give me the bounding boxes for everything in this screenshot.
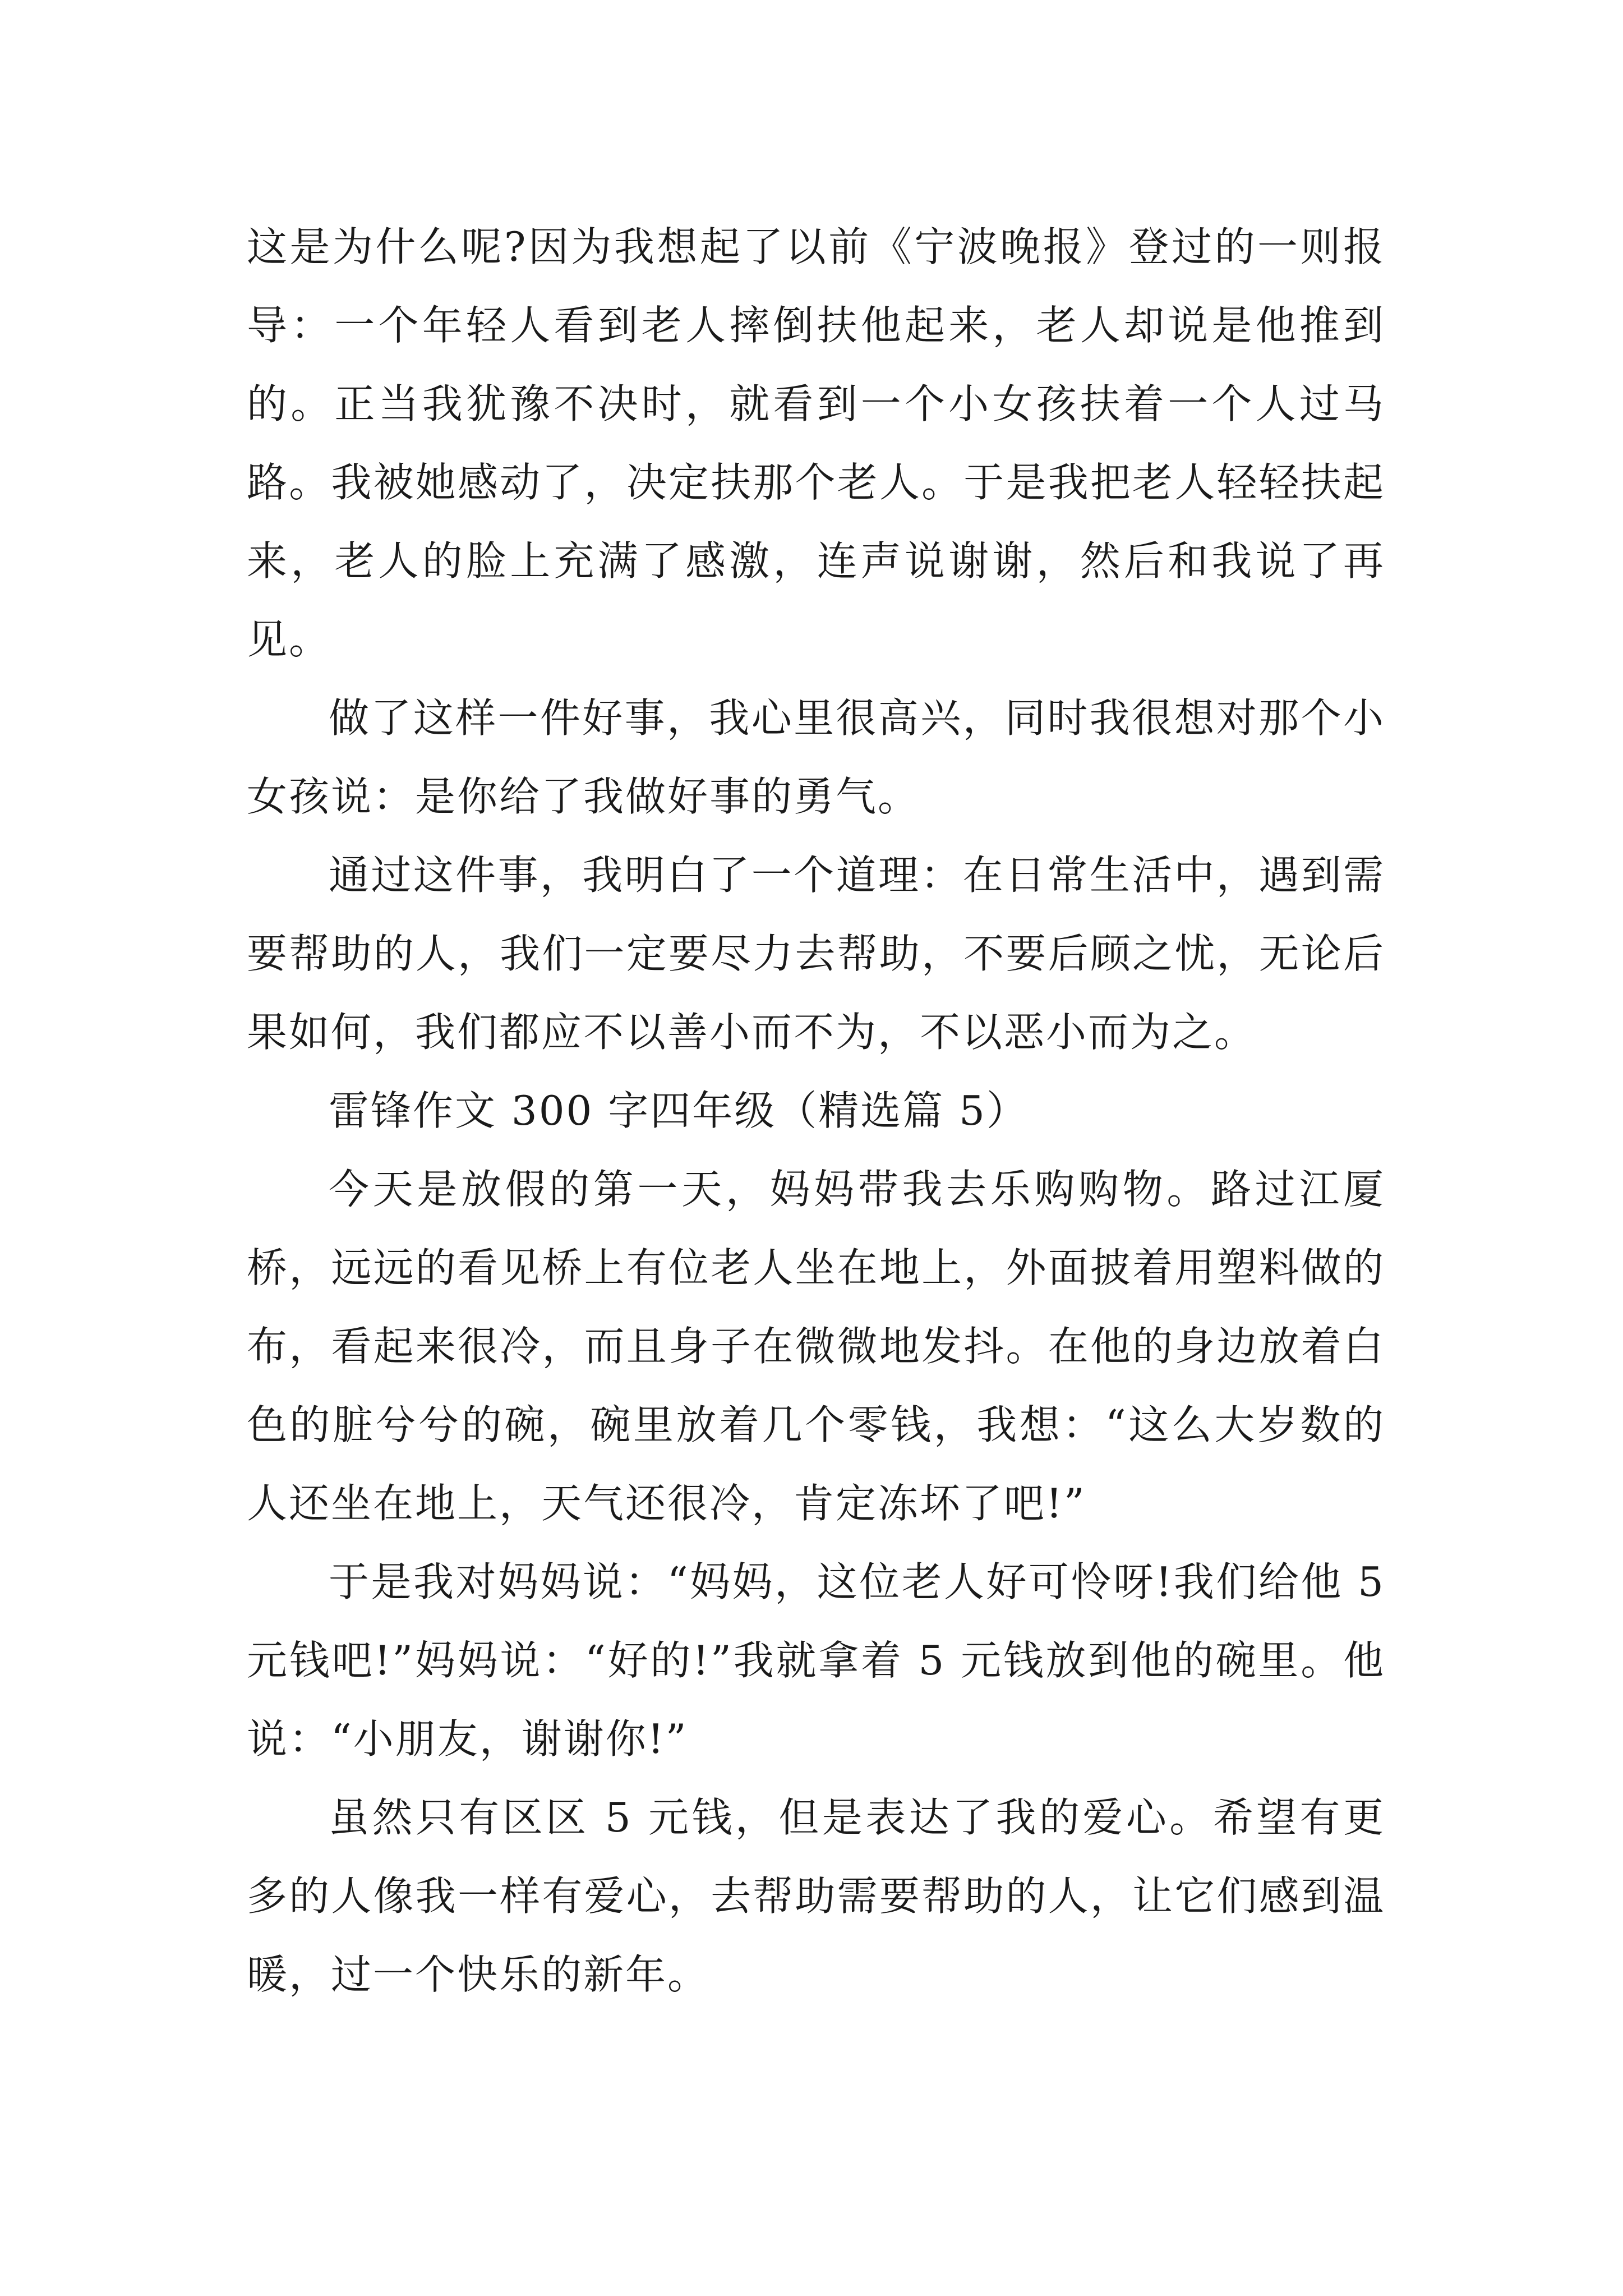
paragraph-1: 这是为什么呢?因为我想起了以前《宁波晚报》登过的一则报导：一个年轻人看到老人摔倒扶他起来，老人却说是他推到的。正当我犹豫不决时，就看到一个小女孩扶着一个人过马路。我被她感动了，决定扶那个老人。于是我把老人轻轻扶起来，老人的脸上充满了感激，连声说谢谢，然后和我说了再见。	[247, 223, 1385, 663]
paragraph-3: 通过这件事，我明白了一个道理：在日常生活中，遇到需要帮助的人，我们一定要尽力去帮助，不要后顾之忧，无论后果如何，我们都应不以善小而不为，不以恶小而为之。	[247, 852, 1385, 1056]
paragraph-6: 虽然只有区区 5 元钱，但是表达了我的爱心。希望有更多的人像我一样有爱心，去帮助需要帮助的人，让它们感到温暖，过一个快乐的新年。	[247, 1794, 1385, 1998]
section-heading: 雷锋作文 300 字四年级（精选篇 5）	[329, 1087, 1029, 1134]
paragraph-2: 做了这样一件好事，我心里很高兴，同时我很想对那个小女孩说：是你给了我做好事的勇气。	[247, 694, 1385, 820]
paragraph-4: 今天是放假的第一天，妈妈带我去乐购购物。路过江厦桥，远远的看见桥上有位老人坐在地上，外面披着用塑料做的布，看起来很冷，而且身子在微微地发抖。在他的身边放着白色的脏兮兮的碗，碗里放着几个零钱，我想：“这么大岁数的人还坐在地上，天气还很冷，肯定冻坏了吧!”	[247, 1166, 1385, 1527]
paragraph-5: 于是我对妈妈说：“妈妈，这位老人好可怜呀!我们给他 5 元钱吧!”妈妈说：“好的!”我就拿着 5 元钱放到他的碗里。他说：“小朋友，谢谢你!”	[247, 1558, 1385, 1763]
article-body	[247, 208, 1385, 2014]
